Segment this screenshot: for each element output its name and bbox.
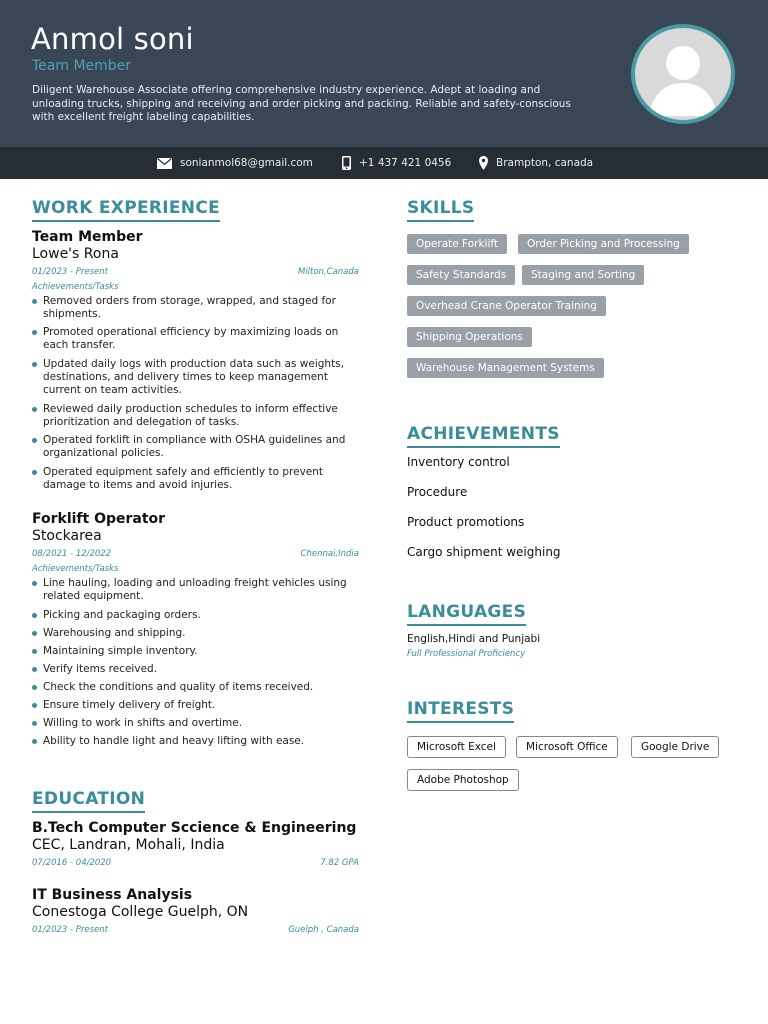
map-pin-icon [479, 156, 488, 170]
section-title-work: WORK EXPERIENCE [32, 198, 220, 222]
job-bullet: Updated daily logs with production data such as weights, destinations, and delivery times to keep management current on team activities. [32, 358, 359, 403]
contact-location [479, 147, 593, 179]
skill-tag: Shipping Operations [407, 327, 532, 347]
job-location: Milton,Canada [297, 267, 359, 277]
contact-bar [0, 147, 768, 179]
contact-phone[interactable] [342, 147, 451, 179]
interest-tag: Adobe Photoshop [407, 769, 519, 791]
job-bullet: Promoted operational efficiency by maximizing loads on each transfer. [32, 326, 359, 358]
job-bullet: Operated equipment safely and efficiently to prevent damage to items and avoid injuries. [32, 466, 359, 494]
phone-icon [342, 156, 351, 170]
location-text: Brampton, canada [496, 157, 594, 169]
skill-tag: Staging and Sorting [522, 265, 644, 285]
skill-tag: Overhead Crane Operator Training [407, 296, 606, 316]
candidate-name: Anmol soni [31, 22, 194, 56]
avatar [631, 24, 735, 124]
user-silhouette-icon [635, 28, 731, 120]
job-bullet: Warehousing and shipping. [32, 627, 359, 645]
achievement-item: Product promotions [407, 515, 525, 529]
envelope-icon [157, 158, 172, 169]
section-title-skills: SKILLS [407, 198, 474, 222]
section-title-interests: INTERESTS [407, 699, 514, 723]
job-bullet: Line hauling, loading and unloading freight vehicles using related equipment. [32, 577, 359, 609]
education-school: CEC, Landran, Mohali, India [32, 837, 225, 853]
resume-header [0, 0, 768, 147]
job-bullet-list [32, 295, 359, 494]
job-location: Chennai,India [300, 549, 359, 559]
job-bullet: Removed orders from storage, wrapped, and staged for shipments. [32, 295, 359, 326]
skill-tag: Warehouse Management Systems [407, 358, 604, 378]
job-dates: 08/2021 - 12/2022 [32, 549, 112, 559]
interest-tag: Google Drive [631, 736, 719, 758]
skill-tag: Order Picking and Processing [518, 234, 689, 254]
job-company: Stockarea [32, 528, 102, 544]
education-dates: 07/2016 - 04/2020 [32, 858, 112, 868]
job-bullet: Ability to handle light and heavy lifting with ease. [32, 735, 359, 753]
profile-summary: Diligent Warehouse Associate offering comprehensive industry experience. Adept at loading and unloading trucks, shipping and receiving and order picking and packing. Reliable and safety-conscious with excellent freight labeling capabilities. [32, 84, 571, 123]
job-bullet-list [32, 577, 359, 753]
candidate-role: Team Member [32, 58, 132, 74]
email-text: sonianmol68@gmail.com [180, 157, 313, 169]
job-bullet: Maintaining simple inventory. [32, 645, 359, 663]
skill-tag: Safety Standards [407, 265, 515, 285]
job-title: Forklift Operator [32, 511, 166, 527]
job-tasks-label: Achievements/Tasks [32, 282, 119, 292]
job-company: Lowe's Rona [32, 246, 119, 262]
interest-tag: Microsoft Office [516, 736, 618, 758]
interest-tag: Microsoft Excel [407, 736, 506, 758]
section-title-achievements: ACHIEVEMENTS [407, 424, 560, 448]
phone-text: +1 437 421 0456 [359, 157, 452, 169]
education-degree: IT Business Analysis [32, 887, 193, 903]
job-tasks-label: Achievements/Tasks [32, 564, 119, 574]
contact-email[interactable] [157, 147, 313, 179]
job-bullet: Reviewed daily production schedules to inform effective prioritization and delegation of tasks. [32, 403, 359, 434]
education-degree: B.Tech Computer Sccience & Engineering [32, 820, 357, 836]
education-dates: 01/2023 - Present [32, 925, 109, 935]
job-bullet: Verify items received. [32, 663, 359, 681]
job-bullet: Ensure timely delivery of freight. [32, 699, 359, 717]
section-title-languages: LANGUAGES [407, 602, 526, 626]
job-dates: 01/2023 - Present [32, 267, 109, 277]
job-bullet: Check the conditions and quality of items received. [32, 681, 359, 699]
education-school: Conestoga College Guelph, ON [32, 904, 249, 920]
education-gpa: 7.82 GPA [320, 858, 359, 868]
achievement-item: Cargo shipment weighing [407, 545, 561, 559]
section-title-education: EDUCATION [32, 789, 145, 813]
job-bullet: Operated forklift in compliance with OSHA guidelines and organizational policies. [32, 434, 359, 466]
skill-tag: Operate Forklift [407, 234, 507, 254]
job-title: Team Member [32, 229, 143, 245]
education-location: Guelph , Canada [288, 925, 359, 935]
achievement-item: Inventory control [407, 455, 510, 469]
job-bullet: Picking and packaging orders. [32, 609, 359, 627]
language-name: English,Hindi and Punjabi [407, 633, 541, 645]
achievement-item: Procedure [407, 485, 468, 499]
job-bullet: Willing to work in shifts and overtime. [32, 717, 359, 735]
language-level: Full Professional Proficiency [407, 649, 526, 659]
